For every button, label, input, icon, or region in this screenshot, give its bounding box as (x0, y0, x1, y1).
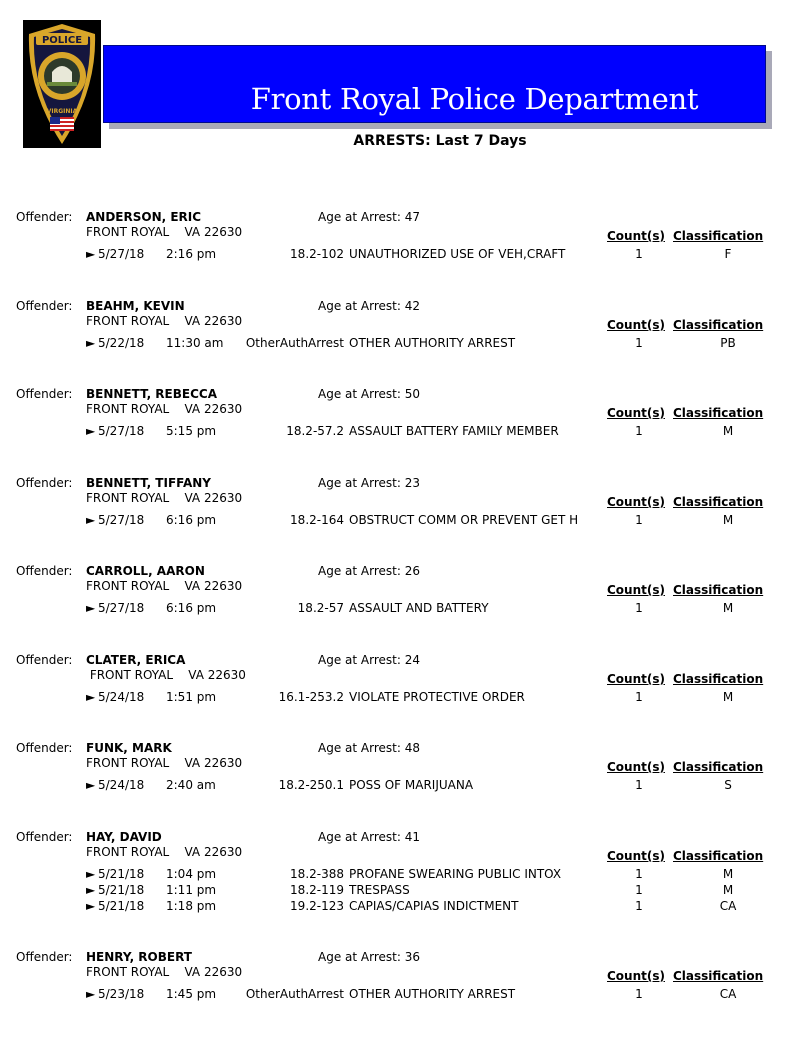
age-at-arrest: Age at Arrest: 42 (318, 299, 420, 313)
arrow-icon: ► (86, 883, 96, 897)
arrow-icon: ► (86, 336, 96, 350)
age-at-arrest: Age at Arrest: 47 (318, 210, 420, 224)
report-title: ARRESTS: Last 7 Days (353, 133, 527, 149)
counts-column-header: Count(s) (607, 318, 665, 332)
offender-label: Offender: (16, 741, 73, 755)
charge-classification: F (724, 247, 732, 261)
charge-statute: 18.2-57.2 (286, 424, 344, 438)
charge-row (0, 899, 791, 915)
offender-address: FRONT ROYAL VA 22630 (86, 845, 243, 859)
charge-time: 6:16 pm (166, 601, 217, 615)
offender-address: FRONT ROYAL VA 22630 (86, 314, 243, 328)
offender-name: BENNETT, REBECCA (86, 387, 217, 401)
badge-top-text: POLICE (41, 35, 83, 46)
age-at-arrest: Age at Arrest: 24 (318, 653, 420, 667)
arrow-icon: ► (86, 247, 96, 261)
charge-classification: PB (720, 336, 736, 350)
age-at-arrest: Age at Arrest: 50 (318, 387, 420, 401)
offender-name: HAY, DAVID (86, 830, 162, 844)
charge-row (0, 336, 791, 352)
charge-statute: 18.2-164 (290, 513, 344, 527)
counts-column-header: Count(s) (607, 849, 665, 863)
counts-column-header: Count(s) (607, 969, 665, 983)
age-at-arrest: Age at Arrest: 36 (318, 950, 420, 964)
charge-description: TRESPASS (349, 883, 410, 897)
charge-date: 5/22/18 (98, 336, 145, 350)
charge-description: OTHER AUTHORITY ARREST (349, 987, 516, 1001)
charge-date: 5/23/18 (98, 987, 145, 1001)
charge-classification: S (724, 778, 732, 792)
charge-date: 5/21/18 (98, 867, 145, 881)
offender-name: HENRY, ROBERT (86, 950, 192, 964)
offender-record (0, 950, 791, 1060)
arrow-icon: ► (86, 899, 96, 913)
age-at-arrest: Age at Arrest: 23 (318, 476, 420, 490)
charge-classification: M (722, 513, 734, 527)
classification-column-header: Classification (673, 495, 764, 509)
offender-label: Offender: (16, 387, 73, 401)
classification-column-header: Classification (673, 318, 764, 332)
age-at-arrest: Age at Arrest: 41 (318, 830, 420, 844)
charge-description: UNAUTHORIZED USE OF VEH,CRAFT (349, 247, 566, 261)
charge-row (0, 987, 791, 1003)
charge-count: 1 (635, 336, 643, 350)
charge-classification: CA (719, 899, 737, 913)
charge-statute: 18.2-119 (290, 883, 344, 897)
offender-name: CARROLL, AARON (86, 564, 205, 578)
charge-statute: 18.2-102 (290, 247, 344, 261)
charge-time: 1:11 pm (166, 883, 217, 897)
charge-date: 5/24/18 (98, 778, 145, 792)
charge-count: 1 (635, 899, 643, 913)
charge-row (0, 883, 791, 899)
charge-time: 1:45 pm (166, 987, 217, 1001)
classification-column-header: Classification (673, 760, 764, 774)
offender-name: BENNETT, TIFFANY (86, 476, 211, 490)
charge-date: 5/27/18 (98, 513, 145, 527)
offender-label: Offender: (16, 476, 73, 490)
offender-address: FRONT ROYAL VA 22630 (86, 491, 243, 505)
charge-description: OBSTRUCT COMM OR PREVENT GET H (349, 513, 579, 527)
age-at-arrest: Age at Arrest: 26 (318, 564, 420, 578)
charge-time: 5:15 pm (166, 424, 217, 438)
counts-column-header: Count(s) (607, 672, 665, 686)
charge-date: 5/27/18 (98, 601, 145, 615)
department-name: Front Royal Police Department (250, 82, 699, 116)
charge-statute: OtherAuthArrest (245, 336, 344, 350)
charge-count: 1 (635, 247, 643, 261)
charge-count: 1 (635, 778, 643, 792)
charge-date: 5/21/18 (98, 883, 145, 897)
charge-time: 1:18 pm (166, 899, 217, 913)
charge-time: 1:04 pm (166, 867, 217, 881)
charge-classification: M (722, 883, 734, 897)
charge-statute: 18.2-250.1 (278, 778, 344, 792)
charge-date: 5/24/18 (98, 690, 145, 704)
charge-description: ASSAULT AND BATTERY (349, 601, 489, 615)
age-at-arrest: Age at Arrest: 48 (318, 741, 420, 755)
classification-column-header: Classification (673, 849, 764, 863)
charge-description: OTHER AUTHORITY ARREST (349, 336, 516, 350)
charge-row (0, 690, 791, 706)
offender-address: FRONT ROYAL VA 22630 (86, 668, 246, 682)
charge-time: 2:16 pm (166, 247, 217, 261)
classification-column-header: Classification (673, 406, 764, 420)
arrow-icon: ► (86, 513, 96, 527)
charge-count: 1 (635, 987, 643, 1001)
offender-address: FRONT ROYAL VA 22630 (86, 965, 243, 979)
badge-bottom-text: VIRGINIA (46, 108, 78, 115)
arrow-icon: ► (86, 424, 96, 438)
charge-classification: M (722, 690, 734, 704)
charge-time: 11:30 am (166, 336, 224, 350)
charge-row (0, 424, 791, 440)
offender-label: Offender: (16, 950, 73, 964)
arrow-icon: ► (86, 987, 96, 1001)
offender-label: Offender: (16, 653, 73, 667)
police-badge-logo (23, 20, 101, 148)
title-banner (103, 45, 766, 123)
offender-label: Offender: (16, 564, 73, 578)
charge-time: 1:51 pm (166, 690, 217, 704)
charge-row (0, 247, 791, 263)
charge-count: 1 (635, 601, 643, 615)
offender-address: FRONT ROYAL VA 22630 (86, 402, 243, 416)
charge-row (0, 513, 791, 529)
charge-count: 1 (635, 883, 643, 897)
charge-date: 5/27/18 (98, 247, 145, 261)
arrow-icon: ► (86, 690, 96, 704)
charge-statute: 18.2-57 (297, 601, 344, 615)
arrow-icon: ► (86, 601, 96, 615)
charge-count: 1 (635, 513, 643, 527)
charge-classification: CA (719, 987, 737, 1001)
counts-column-header: Count(s) (607, 406, 665, 420)
charge-count: 1 (635, 690, 643, 704)
charge-date: 5/21/18 (98, 899, 145, 913)
charge-row (0, 778, 791, 794)
offender-name: FUNK, MARK (86, 741, 172, 755)
counts-column-header: Count(s) (607, 760, 665, 774)
charge-description: PROFANE SWEARING PUBLIC INTOX (349, 867, 562, 881)
charge-classification: M (722, 601, 734, 615)
offender-name: ANDERSON, ERIC (86, 210, 202, 224)
charge-statute: OtherAuthArrest (245, 987, 344, 1001)
classification-column-header: Classification (673, 969, 764, 983)
charge-description: POSS OF MARIJUANA (349, 778, 474, 792)
offender-name: CLATER, ERICA (86, 653, 186, 667)
classification-column-header: Classification (673, 229, 764, 243)
offender-label: Offender: (16, 830, 73, 844)
charge-classification: M (722, 424, 734, 438)
counts-column-header: Count(s) (607, 495, 665, 509)
arrow-icon: ► (86, 778, 96, 792)
counts-column-header: Count(s) (607, 229, 665, 243)
charge-date: 5/27/18 (98, 424, 145, 438)
charge-description: ASSAULT BATTERY FAMILY MEMBER (349, 424, 559, 438)
offender-label: Offender: (16, 210, 73, 224)
counts-column-header: Count(s) (607, 583, 665, 597)
charge-description: VIOLATE PROTECTIVE ORDER (349, 690, 525, 704)
offender-name: BEAHM, KEVIN (86, 299, 185, 313)
offender-address: FRONT ROYAL VA 22630 (86, 225, 243, 239)
charge-row (0, 601, 791, 617)
offender-label: Offender: (16, 299, 73, 313)
charge-statute: 19.2-123 (290, 899, 344, 913)
classification-column-header: Classification (673, 583, 764, 597)
charge-count: 1 (635, 424, 643, 438)
arrow-icon: ► (86, 867, 96, 881)
charge-classification: M (722, 867, 734, 881)
charge-description: CAPIAS/CAPIAS INDICTMENT (349, 899, 519, 913)
charge-row (0, 867, 791, 883)
charge-time: 6:16 pm (166, 513, 217, 527)
offender-address: FRONT ROYAL VA 22630 (86, 756, 243, 770)
classification-column-header: Classification (673, 672, 764, 686)
offender-record (0, 830, 791, 940)
charge-statute: 16.1-253.2 (278, 690, 344, 704)
charge-statute: 18.2-388 (290, 867, 344, 881)
offender-address: FRONT ROYAL VA 22630 (86, 579, 243, 593)
charge-count: 1 (635, 867, 643, 881)
charge-time: 2:40 am (166, 778, 216, 792)
